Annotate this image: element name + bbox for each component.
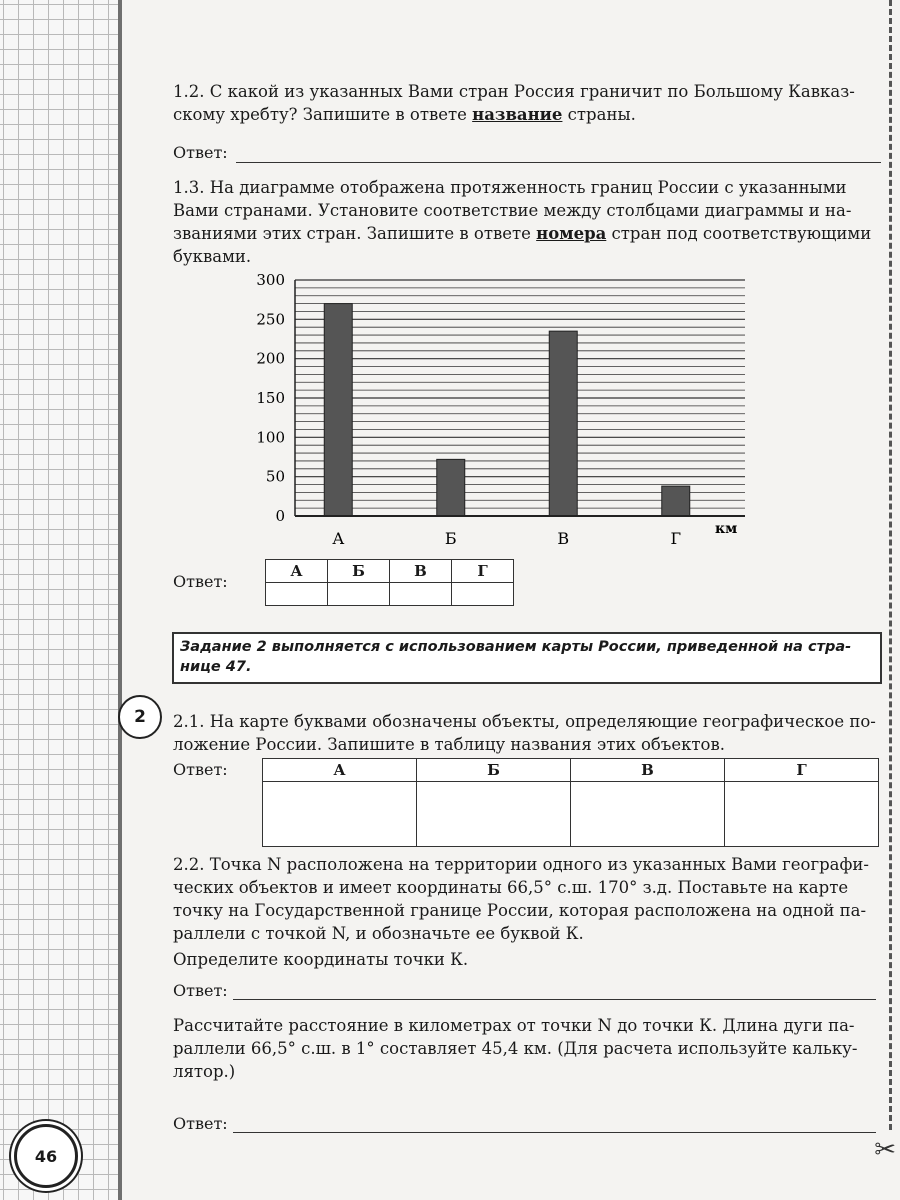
question-1-3-line3: званиями этих стран. Запишите в ответе номера стран под соответствующими [173,224,872,243]
answer-label: Ответ: [173,981,228,1000]
question-2-2-distance [173,1014,881,1083]
answer-1-2-line[interactable] [236,162,881,163]
note-line1: Задание 2 выполняется с использованием карты России, приведенной на стра- [180,639,852,655]
y-tick-label: 300 [256,271,285,289]
chart-x-ticks [332,529,681,548]
bar-1 [324,304,352,516]
table-1-3-cell-v[interactable] [390,583,452,606]
bar-4 [662,486,690,516]
x-tick-label: Б [444,529,457,548]
x-tick-label: А [332,529,345,548]
table-2-1-cell-v[interactable] [571,782,725,847]
answer-2-1 [173,760,228,779]
question-2-1-line1: 2.1. На карте буквами обозначены объекты, определяющие географическое по- [173,712,876,731]
grid-margin [0,0,120,1200]
bar-2 [437,459,465,516]
x-tick-label: В [557,529,570,548]
question-2-2-distance-line2: раллели 66,5° с.ш. в 1° составляет 45,4 км. (Для расчета используйте кальку- [173,1039,858,1058]
table-1-3-cell-b[interactable] [328,583,390,606]
page-number: 46 [14,1124,78,1188]
table-1-3-header-g: Г [452,560,514,583]
question-1-2-line1: 1.2. С какой из указанных Вами стран Россия граничит по Большому Кавказ- [173,82,855,101]
x-tick-label: Г [670,529,682,548]
task-2-note [172,632,882,684]
table-2-1-cell-a[interactable] [263,782,417,847]
table-2-1-header-g: Г [725,759,879,782]
question-1-3 [173,176,881,268]
y-tick-label: 100 [256,428,285,447]
answer-1-2 [173,143,228,162]
border-length-chart [240,266,760,556]
table-2-1-header-b: Б [417,759,571,782]
table-2-1-cell-g[interactable] [725,782,879,847]
answer-2-1-table [262,758,879,847]
question-1-3-line2: Вами странами. Установите соответствие между столбцами диаграммы и на- [173,201,852,220]
chart-x-label: км [715,521,738,537]
question-2-2-line3: точку на Государственной границе России, которая расположена на одной па- [173,901,867,920]
table-1-3-header-v: В [390,560,452,583]
question-2-2-line4: раллели с точкой N, и обозначьте ее буквой К. [173,924,584,943]
answer-2-2-distance [173,1114,228,1133]
table-1-3-cell-g[interactable] [452,583,514,606]
question-2-2-distance-line1: Рассчитайте расстояние в километрах от точки N до точки К. Длина дуги па- [173,1016,855,1035]
question-1-2 [173,80,881,126]
table-2-1-header-a: А [263,759,417,782]
y-tick-label: 250 [256,310,285,329]
answer-2-2-coords [173,981,228,1000]
answer-2-2-coords-line[interactable] [233,999,876,1000]
chart-gridlines [295,280,745,508]
answer-2-2-distance-line[interactable] [233,1132,876,1133]
question-2-2 [173,853,881,945]
table-1-3-header-b: Б [328,560,390,583]
answer-label: Ответ: [173,143,228,162]
table-1-3-header-a: А [266,560,328,583]
answer-1-3 [173,572,228,591]
question-2-1 [173,710,881,756]
note-line2: нице 47. [180,659,252,675]
chart-y-ticks [256,271,285,525]
cut-line [889,0,892,1130]
scissors-icon: ✂ [874,1135,896,1165]
table-1-3-cell-a[interactable] [266,583,328,606]
question-2-2-distance-line3: лятор.) [173,1062,236,1081]
answer-label: Ответ: [173,760,228,779]
question-2-2-line1: 2.2. Точка N расположена на территории одного из указанных Вами географи- [173,855,869,874]
bar-3 [549,331,577,516]
task-number-badge: 2 [118,695,162,739]
question-1-3-line1: 1.3. На диаграмме отображена протяженность границ России с указанными [173,178,847,197]
question-1-3-line4: буквами. [173,247,252,266]
question-2-2-coords: Определите координаты точки К. [173,950,469,969]
question-2-2-line2: ческих объектов и имеет координаты 66,5° с.ш. 170° з.д. Поставьте на карте [173,878,849,897]
y-tick-label: 0 [275,507,285,525]
answer-label: Ответ: [173,572,228,591]
y-tick-label: 150 [256,389,285,407]
answer-1-3-table [265,559,514,606]
answer-label: Ответ: [173,1114,228,1133]
question-1-2-line2: скому хребту? Запишите в ответе название страны. [173,105,636,124]
question-2-1-line2: ложение России. Запишите в таблицу названия этих объектов. [173,735,725,754]
y-tick-label: 50 [265,467,285,486]
table-2-1-cell-b[interactable] [417,782,571,847]
table-2-1-header-v: В [571,759,725,782]
y-tick-label: 200 [256,349,285,368]
